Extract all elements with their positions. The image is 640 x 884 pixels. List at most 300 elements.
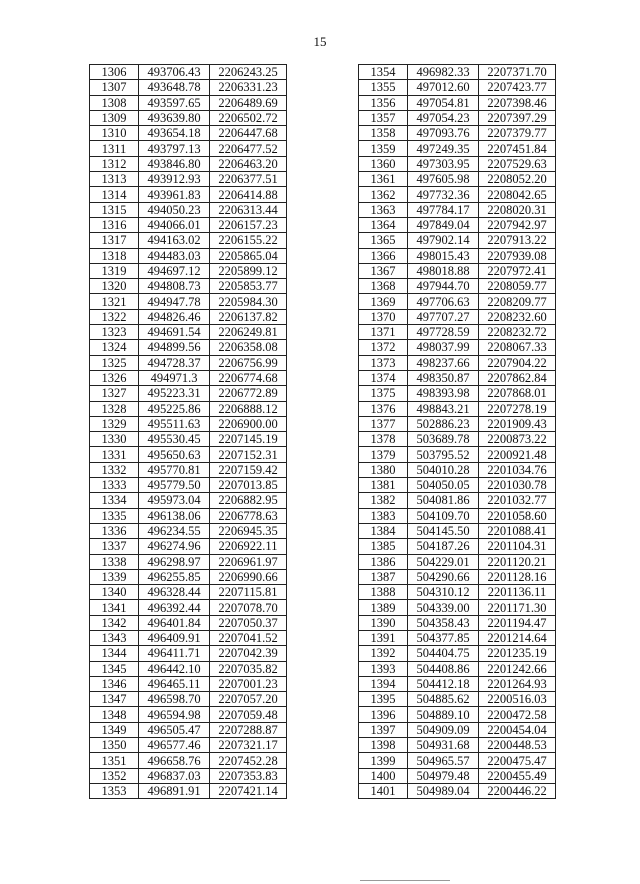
y-coordinate-cell: 2201128.16: [479, 569, 556, 584]
table-row: [359, 416, 556, 431]
table-row: [90, 738, 287, 753]
x-coordinate-cell: 494050.23: [139, 202, 210, 217]
x-coordinate-cell: 503795.52: [408, 447, 479, 462]
table-row: [90, 248, 287, 263]
y-coordinate-cell: 2208059.77: [479, 279, 556, 294]
y-coordinate-cell: 2206945.35: [210, 523, 287, 538]
y-coordinate-cell: 2207278.19: [479, 401, 556, 416]
point-number-cell: 1370: [359, 309, 408, 324]
y-coordinate-cell: 2206961.97: [210, 554, 287, 569]
point-number-cell: 1392: [359, 646, 408, 661]
x-coordinate-cell: 497944.70: [408, 279, 479, 294]
x-coordinate-cell: 496138.06: [139, 508, 210, 523]
point-number-cell: 1374: [359, 370, 408, 385]
point-number-cell: 1345: [90, 661, 139, 676]
point-number-cell: 1315: [90, 202, 139, 217]
point-number-cell: 1323: [90, 325, 139, 340]
table-row: [359, 783, 556, 798]
y-coordinate-cell: 2206157.23: [210, 217, 287, 232]
point-number-cell: 1340: [90, 585, 139, 600]
point-number-cell: 1322: [90, 309, 139, 324]
point-number-cell: 1366: [359, 248, 408, 263]
x-coordinate-cell: 503689.78: [408, 432, 479, 447]
bottom-divider: [360, 880, 450, 881]
y-coordinate-cell: 2206900.00: [210, 416, 287, 431]
point-number-cell: 1353: [90, 783, 139, 798]
x-coordinate-cell: 504885.62: [408, 692, 479, 707]
point-number-cell: 1363: [359, 202, 408, 217]
point-number-cell: 1349: [90, 722, 139, 737]
y-coordinate-cell: 2206377.51: [210, 172, 287, 187]
table-row: [359, 294, 556, 309]
table-row: [90, 263, 287, 278]
table-row: [359, 233, 556, 248]
point-number-cell: 1381: [359, 478, 408, 493]
x-coordinate-cell: 493597.65: [139, 95, 210, 110]
point-number-cell: 1376: [359, 401, 408, 416]
y-coordinate-cell: 2200516.03: [479, 692, 556, 707]
x-coordinate-cell: 494826.46: [139, 309, 210, 324]
x-coordinate-cell: 494163.02: [139, 233, 210, 248]
y-coordinate-cell: 2207041.52: [210, 630, 287, 645]
y-coordinate-cell: 2207288.87: [210, 722, 287, 737]
point-number-cell: 1329: [90, 416, 139, 431]
y-coordinate-cell: 2207423.77: [479, 80, 556, 95]
x-coordinate-cell: 504310.12: [408, 585, 479, 600]
point-number-cell: 1350: [90, 738, 139, 753]
point-number-cell: 1383: [359, 508, 408, 523]
point-number-cell: 1369: [359, 294, 408, 309]
y-coordinate-cell: 2201030.78: [479, 478, 556, 493]
point-number-cell: 1331: [90, 447, 139, 462]
x-coordinate-cell: 496577.46: [139, 738, 210, 753]
point-number-cell: 1384: [359, 523, 408, 538]
x-coordinate-cell: 494947.78: [139, 294, 210, 309]
y-coordinate-cell: 2201171.30: [479, 600, 556, 615]
x-coordinate-cell: 495225.86: [139, 401, 210, 416]
point-number-cell: 1347: [90, 692, 139, 707]
point-number-cell: 1385: [359, 539, 408, 554]
y-coordinate-cell: 2200448.53: [479, 738, 556, 753]
x-coordinate-cell: 495770.81: [139, 462, 210, 477]
y-coordinate-cell: 2206922.11: [210, 539, 287, 554]
y-coordinate-cell: 2207353.83: [210, 768, 287, 783]
x-coordinate-cell: 494728.37: [139, 355, 210, 370]
y-coordinate-cell: 2206772.89: [210, 386, 287, 401]
y-coordinate-cell: 2207451.84: [479, 141, 556, 156]
table-row: [90, 294, 287, 309]
point-number-cell: 1320: [90, 279, 139, 294]
table-row: [359, 156, 556, 171]
x-coordinate-cell: 496411.71: [139, 646, 210, 661]
point-number-cell: 1325: [90, 355, 139, 370]
x-coordinate-cell: 497093.76: [408, 126, 479, 141]
x-coordinate-cell: 493846.80: [139, 156, 210, 171]
y-coordinate-cell: 2207013.85: [210, 478, 287, 493]
y-coordinate-cell: 2207904.22: [479, 355, 556, 370]
x-coordinate-cell: 504229.01: [408, 554, 479, 569]
table-row: [90, 279, 287, 294]
point-number-cell: 1306: [90, 65, 139, 80]
y-coordinate-cell: 2208020.31: [479, 202, 556, 217]
point-number-cell: 1308: [90, 95, 139, 110]
point-number-cell: 1356: [359, 95, 408, 110]
table-row: [90, 355, 287, 370]
y-coordinate-cell: 2208052.20: [479, 172, 556, 187]
point-number-cell: 1307: [90, 80, 139, 95]
x-coordinate-cell: 494899.56: [139, 340, 210, 355]
y-coordinate-cell: 2200873.22: [479, 432, 556, 447]
y-coordinate-cell: 2207397.29: [479, 110, 556, 125]
table-row: [359, 554, 556, 569]
x-coordinate-cell: 494066.01: [139, 217, 210, 232]
point-number-cell: 1389: [359, 600, 408, 615]
y-coordinate-cell: 2201136.11: [479, 585, 556, 600]
x-coordinate-cell: 496837.03: [139, 768, 210, 783]
x-coordinate-cell: 504412.18: [408, 676, 479, 691]
table-row: [90, 615, 287, 630]
point-number-cell: 1326: [90, 370, 139, 385]
y-coordinate-cell: 2200472.58: [479, 707, 556, 722]
table-row: [359, 401, 556, 416]
x-coordinate-cell: 498843.21: [408, 401, 479, 416]
y-coordinate-cell: 2207942.97: [479, 217, 556, 232]
x-coordinate-cell: 504358.43: [408, 615, 479, 630]
table-row: [90, 569, 287, 584]
y-coordinate-cell: 2207050.37: [210, 615, 287, 630]
y-coordinate-cell: 2206155.22: [210, 233, 287, 248]
table-row: [359, 432, 556, 447]
table-row: [90, 554, 287, 569]
table-row: [90, 753, 287, 768]
x-coordinate-cell: 498393.98: [408, 386, 479, 401]
x-coordinate-cell: 497054.23: [408, 110, 479, 125]
table-row: [90, 783, 287, 798]
x-coordinate-cell: 497902.14: [408, 233, 479, 248]
table-row: [359, 386, 556, 401]
x-coordinate-cell: 497012.60: [408, 80, 479, 95]
table-row: [359, 309, 556, 324]
x-coordinate-cell: 495779.50: [139, 478, 210, 493]
table-row: [90, 630, 287, 645]
y-coordinate-cell: 2206137.82: [210, 309, 287, 324]
y-coordinate-cell: 2207972.41: [479, 263, 556, 278]
y-coordinate-cell: 2206502.72: [210, 110, 287, 125]
y-coordinate-cell: 2200475.47: [479, 753, 556, 768]
table-row: [90, 447, 287, 462]
table-row: [90, 309, 287, 324]
y-coordinate-cell: 2205899.12: [210, 263, 287, 278]
x-coordinate-cell: 497784.17: [408, 202, 479, 217]
y-coordinate-cell: 2207059.48: [210, 707, 287, 722]
y-coordinate-cell: 2206414.88: [210, 187, 287, 202]
table-row: [359, 462, 556, 477]
y-coordinate-cell: 2200921.48: [479, 447, 556, 462]
point-number-cell: 1395: [359, 692, 408, 707]
y-coordinate-cell: 2207001.23: [210, 676, 287, 691]
y-coordinate-cell: 2206990.66: [210, 569, 287, 584]
point-number-cell: 1316: [90, 217, 139, 232]
x-coordinate-cell: 494808.73: [139, 279, 210, 294]
x-coordinate-cell: 496234.55: [139, 523, 210, 538]
x-coordinate-cell: 502886.23: [408, 416, 479, 431]
y-coordinate-cell: 2200455.49: [479, 768, 556, 783]
y-coordinate-cell: 2208042.65: [479, 187, 556, 202]
y-coordinate-cell: 2201058.60: [479, 508, 556, 523]
point-number-cell: 1328: [90, 401, 139, 416]
table-row: [90, 233, 287, 248]
table-row: [90, 340, 287, 355]
y-coordinate-cell: 2201034.76: [479, 462, 556, 477]
table-row: [359, 676, 556, 691]
table-row: [359, 478, 556, 493]
table-row: [90, 110, 287, 125]
x-coordinate-cell: 498037.99: [408, 340, 479, 355]
table-row: [90, 401, 287, 416]
point-number-cell: 1354: [359, 65, 408, 80]
point-number-cell: 1362: [359, 187, 408, 202]
point-number-cell: 1334: [90, 493, 139, 508]
table-row: [90, 95, 287, 110]
point-number-cell: 1382: [359, 493, 408, 508]
table-row: [90, 707, 287, 722]
point-number-cell: 1371: [359, 325, 408, 340]
point-number-cell: 1360: [359, 156, 408, 171]
table-row: [359, 279, 556, 294]
x-coordinate-cell: 495973.04: [139, 493, 210, 508]
point-number-cell: 1352: [90, 768, 139, 783]
coordinates-table-right: [358, 64, 556, 799]
point-number-cell: 1333: [90, 478, 139, 493]
y-coordinate-cell: 2201088.41: [479, 523, 556, 538]
x-coordinate-cell: 496505.47: [139, 722, 210, 737]
table-row: [90, 141, 287, 156]
page-number: 15: [313, 34, 327, 49]
y-coordinate-cell: 2205865.04: [210, 248, 287, 263]
table-row: [90, 692, 287, 707]
point-number-cell: 1342: [90, 615, 139, 630]
point-number-cell: 1377: [359, 416, 408, 431]
x-coordinate-cell: 496298.97: [139, 554, 210, 569]
table-row: [359, 248, 556, 263]
point-number-cell: 1335: [90, 508, 139, 523]
point-number-cell: 1337: [90, 539, 139, 554]
table-row: [359, 447, 556, 462]
coordinates-table-left: [89, 64, 287, 799]
table-row: [359, 753, 556, 768]
point-number-cell: 1309: [90, 110, 139, 125]
y-coordinate-cell: 2205853.77: [210, 279, 287, 294]
x-coordinate-cell: 495650.63: [139, 447, 210, 462]
x-coordinate-cell: 493639.80: [139, 110, 210, 125]
point-number-cell: 1378: [359, 432, 408, 447]
point-number-cell: 1391: [359, 630, 408, 645]
table-row: [90, 523, 287, 538]
table-row: [359, 768, 556, 783]
table-row: [90, 768, 287, 783]
point-number-cell: 1327: [90, 386, 139, 401]
x-coordinate-cell: 504145.50: [408, 523, 479, 538]
table-row: [90, 80, 287, 95]
y-coordinate-cell: 2201214.64: [479, 630, 556, 645]
x-coordinate-cell: 496401.84: [139, 615, 210, 630]
x-coordinate-cell: 498015.43: [408, 248, 479, 263]
table-row: [90, 600, 287, 615]
table-row: [359, 585, 556, 600]
point-number-cell: 1386: [359, 554, 408, 569]
table-row: [90, 325, 287, 340]
x-coordinate-cell: 497054.81: [408, 95, 479, 110]
y-coordinate-cell: 2207379.77: [479, 126, 556, 141]
table-row: [359, 172, 556, 187]
x-coordinate-cell: 497303.95: [408, 156, 479, 171]
table-row: [90, 676, 287, 691]
x-coordinate-cell: 504290.66: [408, 569, 479, 584]
y-coordinate-cell: 2201235.19: [479, 646, 556, 661]
x-coordinate-cell: 504404.75: [408, 646, 479, 661]
point-number-cell: 1380: [359, 462, 408, 477]
point-number-cell: 1372: [359, 340, 408, 355]
y-coordinate-cell: 2208209.77: [479, 294, 556, 309]
point-number-cell: 1401: [359, 783, 408, 798]
point-number-cell: 1358: [359, 126, 408, 141]
point-number-cell: 1321: [90, 294, 139, 309]
point-number-cell: 1375: [359, 386, 408, 401]
point-number-cell: 1324: [90, 340, 139, 355]
table-row: [359, 141, 556, 156]
table-row: [90, 508, 287, 523]
y-coordinate-cell: 2206313.44: [210, 202, 287, 217]
y-coordinate-cell: 2206447.68: [210, 126, 287, 141]
table-row: [90, 202, 287, 217]
y-coordinate-cell: 2206243.25: [210, 65, 287, 80]
table-row: [90, 539, 287, 554]
table-row: [90, 370, 287, 385]
y-coordinate-cell: 2206882.95: [210, 493, 287, 508]
point-number-cell: 1341: [90, 600, 139, 615]
x-coordinate-cell: 504081.86: [408, 493, 479, 508]
table-row: [359, 630, 556, 645]
table-row: [359, 65, 556, 80]
y-coordinate-cell: 2207321.17: [210, 738, 287, 753]
table-row: [90, 493, 287, 508]
point-number-cell: 1343: [90, 630, 139, 645]
table-row: [90, 126, 287, 141]
y-coordinate-cell: 2206756.99: [210, 355, 287, 370]
x-coordinate-cell: 493654.18: [139, 126, 210, 141]
table-row: [359, 325, 556, 340]
x-coordinate-cell: 498237.66: [408, 355, 479, 370]
x-coordinate-cell: 497706.63: [408, 294, 479, 309]
point-number-cell: 1396: [359, 707, 408, 722]
point-number-cell: 1338: [90, 554, 139, 569]
x-coordinate-cell: 496465.11: [139, 676, 210, 691]
point-number-cell: 1311: [90, 141, 139, 156]
y-coordinate-cell: 2207078.70: [210, 600, 287, 615]
table-row: [90, 722, 287, 737]
x-coordinate-cell: 496658.76: [139, 753, 210, 768]
table-row: [359, 539, 556, 554]
table-row: [359, 202, 556, 217]
table-row: [90, 217, 287, 232]
table-row: [359, 646, 556, 661]
x-coordinate-cell: 504109.70: [408, 508, 479, 523]
point-number-cell: 1344: [90, 646, 139, 661]
x-coordinate-cell: 504050.05: [408, 478, 479, 493]
point-number-cell: 1351: [90, 753, 139, 768]
point-number-cell: 1364: [359, 217, 408, 232]
x-coordinate-cell: 496255.85: [139, 569, 210, 584]
table-row: [90, 416, 287, 431]
x-coordinate-cell: 496328.44: [139, 585, 210, 600]
y-coordinate-cell: 2207421.14: [210, 783, 287, 798]
table-row: [90, 172, 287, 187]
x-coordinate-cell: 496409.91: [139, 630, 210, 645]
x-coordinate-cell: 497707.27: [408, 309, 479, 324]
point-number-cell: 1394: [359, 676, 408, 691]
point-number-cell: 1348: [90, 707, 139, 722]
table-row: [90, 646, 287, 661]
y-coordinate-cell: 2207145.19: [210, 432, 287, 447]
point-number-cell: 1379: [359, 447, 408, 462]
y-coordinate-cell: 2201194.47: [479, 615, 556, 630]
table-row: [359, 263, 556, 278]
y-coordinate-cell: 2206463.20: [210, 156, 287, 171]
table-row: [90, 462, 287, 477]
point-number-cell: 1346: [90, 676, 139, 691]
x-coordinate-cell: 497849.04: [408, 217, 479, 232]
table-row: [90, 65, 287, 80]
x-coordinate-cell: 495530.45: [139, 432, 210, 447]
y-coordinate-cell: 2201032.77: [479, 493, 556, 508]
point-number-cell: 1357: [359, 110, 408, 125]
x-coordinate-cell: 504909.09: [408, 722, 479, 737]
y-coordinate-cell: 2206331.23: [210, 80, 287, 95]
table-row: [90, 386, 287, 401]
y-coordinate-cell: 2206358.08: [210, 340, 287, 355]
y-coordinate-cell: 2206249.81: [210, 325, 287, 340]
point-number-cell: 1393: [359, 661, 408, 676]
table-row: [90, 187, 287, 202]
point-number-cell: 1387: [359, 569, 408, 584]
point-number-cell: 1355: [359, 80, 408, 95]
table-row: [359, 508, 556, 523]
y-coordinate-cell: 2206477.52: [210, 141, 287, 156]
point-number-cell: 1373: [359, 355, 408, 370]
y-coordinate-cell: 2207057.20: [210, 692, 287, 707]
point-number-cell: 1310: [90, 126, 139, 141]
y-coordinate-cell: 2205984.30: [210, 294, 287, 309]
table-row: [359, 707, 556, 722]
point-number-cell: 1339: [90, 569, 139, 584]
x-coordinate-cell: 495511.63: [139, 416, 210, 431]
y-coordinate-cell: 2208067.33: [479, 340, 556, 355]
table-row: [359, 493, 556, 508]
point-number-cell: 1312: [90, 156, 139, 171]
x-coordinate-cell: 496598.70: [139, 692, 210, 707]
y-coordinate-cell: 2207868.01: [479, 386, 556, 401]
x-coordinate-cell: 504339.00: [408, 600, 479, 615]
table-row: [90, 156, 287, 171]
table-row: [359, 217, 556, 232]
x-coordinate-cell: 504187.26: [408, 539, 479, 554]
table-row: [359, 355, 556, 370]
x-coordinate-cell: 497249.35: [408, 141, 479, 156]
table-row: [359, 370, 556, 385]
y-coordinate-cell: 2207452.28: [210, 753, 287, 768]
y-coordinate-cell: 2207152.31: [210, 447, 287, 462]
y-coordinate-cell: 2208232.72: [479, 325, 556, 340]
